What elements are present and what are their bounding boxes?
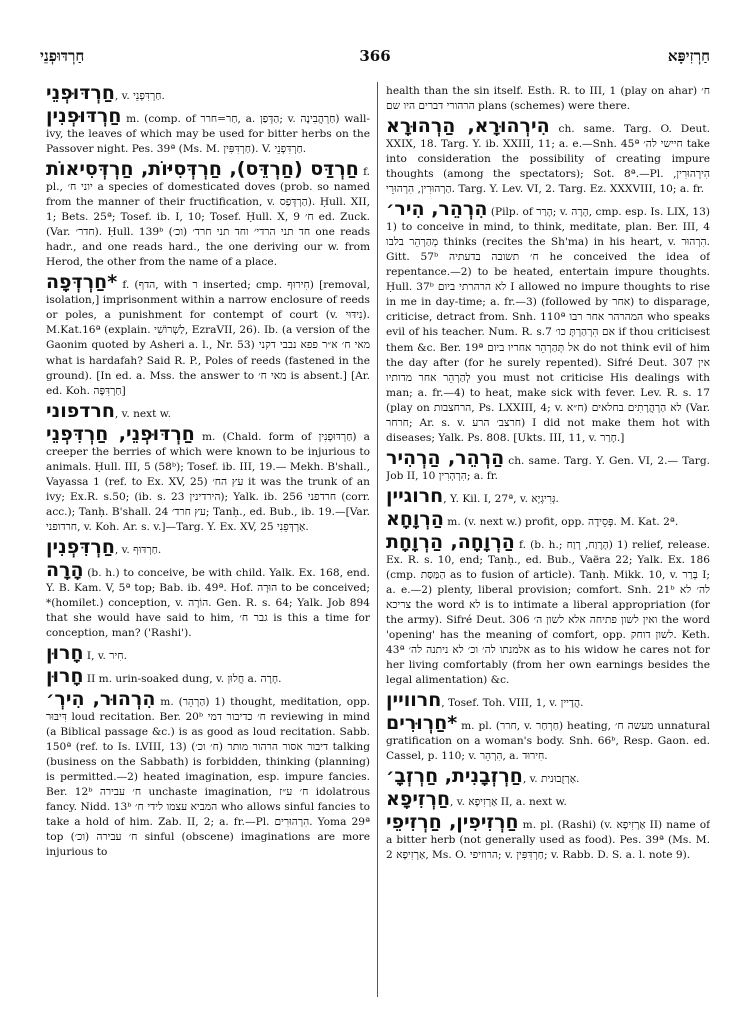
entry-definition: m. (הַרְהֵר) 1) thought, meditation, opp. דִּיבּוּר loud recitation. Ber. 20ᵇ ח׳ כדיבור דמי reviewing in mind (a Biblical passage &c.) is as good as loud recitation. Sabb. 150ª (ref. to Is. LVIII, 13) דיבור אסור הרהור מותר (ח׳ וכ׳) talking (business on the Sabbath) is forbidden, thinking (planning) is permitted.—2) heated imagination, esp. impure fancies. Ber. 12ᵇ ח׳ עבירה unchaste imagination, ח׳ ע״ז idolatrous fancy. Nidd. 13ᵇ המביא עצמו לידי ח׳ who allows sinful fancies to take a hold of him. Zab. II, 2; a. fr.—Pl. הִרְהוּרִים. Yoma 29ª top ח׳ עבירה (וכ׳) sinful (obscene) imaginations are more injurious to (46, 696, 370, 859)
dictionary-entry (386, 813, 710, 863)
entry-headword: חרוגיין (386, 484, 444, 507)
dictionary-entry (46, 690, 370, 860)
dictionary-entry (46, 644, 370, 664)
entry-headword: חַרְזְבָנִית, חַרְזְבָ׳ (386, 765, 523, 788)
entry-headword: חַרְדַּס (חַרְדֵּס), חַרְדְּסִיּוֹת, חַרְדְּסִיאוֹת (46, 158, 359, 181)
entry-definition: m. pl. (חרר, v. חַרְחַר) heating, מעשה ח׳ unnatural gratification on a woman's body. Snh. 66ᵇ, Resp. Gaon. ed. Cassel, p. 110; v. הִרְהֵר, a. חִירוּד. (386, 720, 710, 763)
left-running-headword: חַרְדּוּפְנֵי (40, 46, 85, 65)
entry-headword: חָרוּן (46, 665, 84, 688)
entry-definition: , v. חַרְדִּפְנֵי. (114, 90, 165, 102)
dictionary-entry (46, 558, 370, 641)
entry-definition: m. (Chald. form of חַרְדּוּפְנִין) a creeper the berries of which were known to be injurious to animals. Ḥull. III, 5 (58ᵇ); Tosef. ib. III, 19.— Mekh. B'shall., Vayassa 1 (ref. to Ex. XV, 25) עץ הח׳ it was the trunk of an ivy; Ex.R. s.50; (ib. s. 23 הירדינין); Yalk. ib. 256 חרדפני (corr. acc.); Tanḥ. B'shall. 24 עץ חרד׳; Tanḥ., ed. Bub., ib. 19.—[Var. חרדופני, v. Koh. Ar. s. v.]—Targ. Y. Ex. XV, 25 אַרְדְּפֵנִי. (46, 430, 370, 533)
entry-headword: הָרָה (46, 558, 84, 581)
entry-headword: חַרְזִיפִין, חַרְזִיפֵי (386, 811, 519, 834)
dictionary-entry (386, 691, 710, 711)
dictionary-entry (46, 84, 370, 104)
entry-headword: הַרְהֵר, הַרְהִיר (386, 446, 505, 469)
dictionary-entry (386, 84, 710, 114)
dictionary-entry (46, 667, 370, 687)
entry-headword: חַרְדּוּפְנִין (46, 105, 122, 128)
entry-headword: הִירְהוּרָא, הַרְהוּרָא (386, 115, 550, 138)
entry-definition: (b. h.) to conceive, be with child. Yalk. Ex. 168, end. Y. B. Kam. V, 5ª top; Bab. ib. 49ª. Hof. הוּרָה to be conceived; *(homilet.) conception, v. הוֹרָה. Gen. R. s. 64; Yalk. Job 894 that she would have said to him, גבר ח׳ is this a time for conception, man? ('Rashi'). (46, 566, 370, 639)
entry-definition: II m. urin-soaked dung, v. חֲלוּן a. חָרָה. (83, 673, 282, 686)
entry-definition: I, v. חִיר. (83, 650, 127, 663)
entry-definition: , v. next w. (114, 407, 171, 420)
dictionary-entry (46, 273, 370, 398)
entry-headword: הַרְוָחָא (386, 507, 444, 530)
dictionary-entry (46, 535, 370, 558)
right-column (386, 84, 710, 1004)
entry-definition: m. (comp. of חַר=חרר, a. הַדְּפַן; v. חַרְהֲבִינָה) wall-ivy, the leaves of which may be used for bitter herbs on the Passover night. Pes. 39ª (Ms. M. חַרְדִּפִּין). V. חַרְדִּפְנֵי. (46, 113, 370, 156)
dictionary-entry (386, 484, 710, 507)
entry-headword: הַרְוָחָה, הַרְוָחָת (386, 530, 515, 553)
entry-headword: הִרְהֵר, הִיר׳ (386, 198, 488, 221)
dictionary-entry (386, 446, 710, 484)
entry-headword: הִרְהוּר, הִירְ׳ (46, 688, 156, 711)
entry-definition: , v. אַרְזֻבוּנית. (522, 773, 580, 786)
entry-definition: m. pl. (Rashi) (v. אַרְזִיפָא II) name of a bitter herb (not generally used as food). Pes. 39ª (Ms. M. 2 אַרְזִיפָא, Ms. O. הרוזיפי; v. חַרְדִּפִּין; v. Rabb. D. S. a. l. note 9). (386, 819, 710, 862)
entry-definition: f. pl., יוני ח׳ a species of domesticated doves (prob. so named from the manner of their fructification, v. הַרְדְּפַס). Ḥull. XII, 1; Bets. 25ª; Tosef. ib. I, 10; Tosef. Ḥull. X, 9 ח׳ ed. Zuck. (Var. חדר׳). Ḥull. 139ᵇ חד תני הרדי׳ וחד תני חרד׳ (וכ׳) one reads hadr., and one reads hard., the one deriving our w. from Herod, the other from the name of a place. (46, 166, 370, 269)
right-running-headword: חַרְזִיפָּא (667, 46, 710, 65)
entry-headword: חַרְזִיפָא (386, 788, 451, 811)
entry-definition: , Tosef. Toh. VIII, 1, v. הֲדָיין. (441, 697, 584, 710)
dictionary-entry (386, 714, 710, 764)
entry-definition: , Y. Kil. I, 27ª, v. גְּרִיגְיָא. (443, 492, 559, 505)
entry-definition: f. (b. h.; הָרֶוַח, רְוַח) 1) relief, release. Ex. R. s. 10, end; Tanḥ., ed. Bub., Vaëra 22; Yalk. Ex. 186 (cmp. הַמַּסַּת as to fusion of article). Tanḥ. Mikk. 10, v. בְּרַר I; a. e.—2) plenty, liberal provision; comfort. Snh. 21ᵇ לה׳ לא צריכא the word לא is to intimate a liberal appropriation (for the army). Sifré Deut. 306 ואין לשון פתיחה אלא לשון ה׳ the word 'opening' has the meaning of comfort, opp. לשון דוחק. Keth. 43ª אלמנתו לה׳ וכ׳ לא ניתנה לה׳ as to his widow he cares not for her living comfortably (from her own earnings besides the legal alimentation) &c. (386, 538, 710, 687)
dictionary-entry (386, 530, 710, 688)
entry-definition: health than the sin itself. Esth. R. to III, 1 (play on ahar) ח׳ הרהורי דברים היו שם plans (schemes) were there. (386, 85, 710, 113)
dictionary-entry (46, 422, 370, 535)
page-number: 366 (359, 47, 391, 65)
dictionary-entry (46, 160, 370, 270)
entry-headword: חַרְדּוּפְנֵי (46, 84, 115, 104)
entry-headword: חַרְדִּפְנִין (46, 535, 115, 558)
entry-definition: , v. אַרְזִיפָא II, a. next w. (450, 796, 567, 809)
entry-headword: *חַרְדְּפָה (46, 271, 118, 294)
entry-headword: חרדפוני (46, 399, 115, 422)
entry-headword: חַרְדּוּפְנֵי, חַרְדִּפְנֵי (46, 422, 195, 445)
entry-headword: חרוויין (386, 689, 442, 712)
left-column (46, 84, 370, 1004)
column-divider (377, 82, 378, 997)
entry-definition: (Pilp. of הָרַר; v. הָרָה, cmp. esp. Is. LIX, 13) 1) to conceive in mind, to think, meditate, plan. Ber. III, 4 מְהַרְהֵר בלבו thinks (recites the Sh'ma) in his heart, v. הִרְהוּר. Gitt. 57ᵇ ח׳ תשובה בדעתיה he conceived the idea of repentance.—2) to be heated, entertain impure thoughts. Ḥull. 37ᵇ לא הרהרתי ביום I allowed no impure thoughts to rise in me in day-time; a. fr.—3) (followed by אחר) to disparage, criticise, detract from. Snh. 110ª המהרהר אחר רבו who speaks evil of his teacher. Num. R. s.7 אם הִרְהַרְתָּ כו׳ if thou criticisest them &c. Ber. 19ª אל תְּהַרְהֵר אחריו ביום do not think evil of him the day after (for he surely repented). Sifré Deut. 307 אין לְהַרְהֵר אחר מדותיו you must not criticise His dealings with man; a. fr.—4) to heat, make sick with fever. Lev. R. s. 17 (play on הרחצבות, Ps. LXXIII, 4; v. ח״א) לא הַרְהֲרָתִים בחלאים (Var. חרחר; Ar. s. v. חרצב׳ הרע) I did not make them hot with diseases; Yalk. Ps. 808. [Ukts. III, 11, v. חָרַר.] (386, 206, 710, 444)
dictionary-entry (386, 200, 710, 446)
running-head (40, 44, 710, 68)
entry-definition: ch. same. Targ. O. Deut. XXIX, 18. Targ. Y. ib. XXIII, 11; a. e.—Snh. 45ª חיישי לה׳ take into consideration the possibility of creating impure thoughts (among the spectators); Sot. 8ª.—Pl. הִירְהוּרִין, הַרְהוּרִין, הִרְהוּרֵי. Targ. Y. Lev. VI, 2. Targ. Ez. XXXVIII, 10; a. fr. (386, 123, 710, 196)
dictionary-entry (386, 790, 710, 810)
entry-definition: , v. חַרְדּוּף. (114, 543, 162, 556)
dictionary-entry (386, 767, 710, 787)
entry-definition: f. (הדף, with ר inserted; cmp. חִירוּף) [removal, isolation,] imprisonment within a narrow enclosure of reeds or poles, a punishment for contempt of court (v. נִידּוּי). M.Kat.16ª (explain. לַשְׁרוֹשִׁי, EzraVII, 26). Ib. (a version of the Gaonim quoted by Asheri a. l., Nr. 53) מאי ח׳ א״ר פפא נבבי דקני what is hardafah? Said R. P., Poles of reeds (fastened in the ground). [In ed. a. Mss. the answer to מאי ח׳ is absent.] [Ar. ed. Koh. חַרְדִּפָּה] (46, 279, 370, 397)
entry-definition: m. (v. next w.) profit, opp. פְּסֵידָה. M. Kat. 2ª. (443, 515, 679, 528)
dictionary-entry (386, 117, 710, 197)
entry-headword: חָרוּן (46, 642, 84, 665)
entry-headword: *חַרְוּרִים (386, 712, 458, 735)
dictionary-entry (386, 507, 710, 530)
entry-definition: ch. same. Targ. Y. Gen. VI, 2.— Targ. Job II, 10 הִרְהְרִין; a. fr. (386, 454, 710, 482)
dictionary-entry (46, 107, 370, 157)
dictionary-entry (46, 399, 370, 422)
